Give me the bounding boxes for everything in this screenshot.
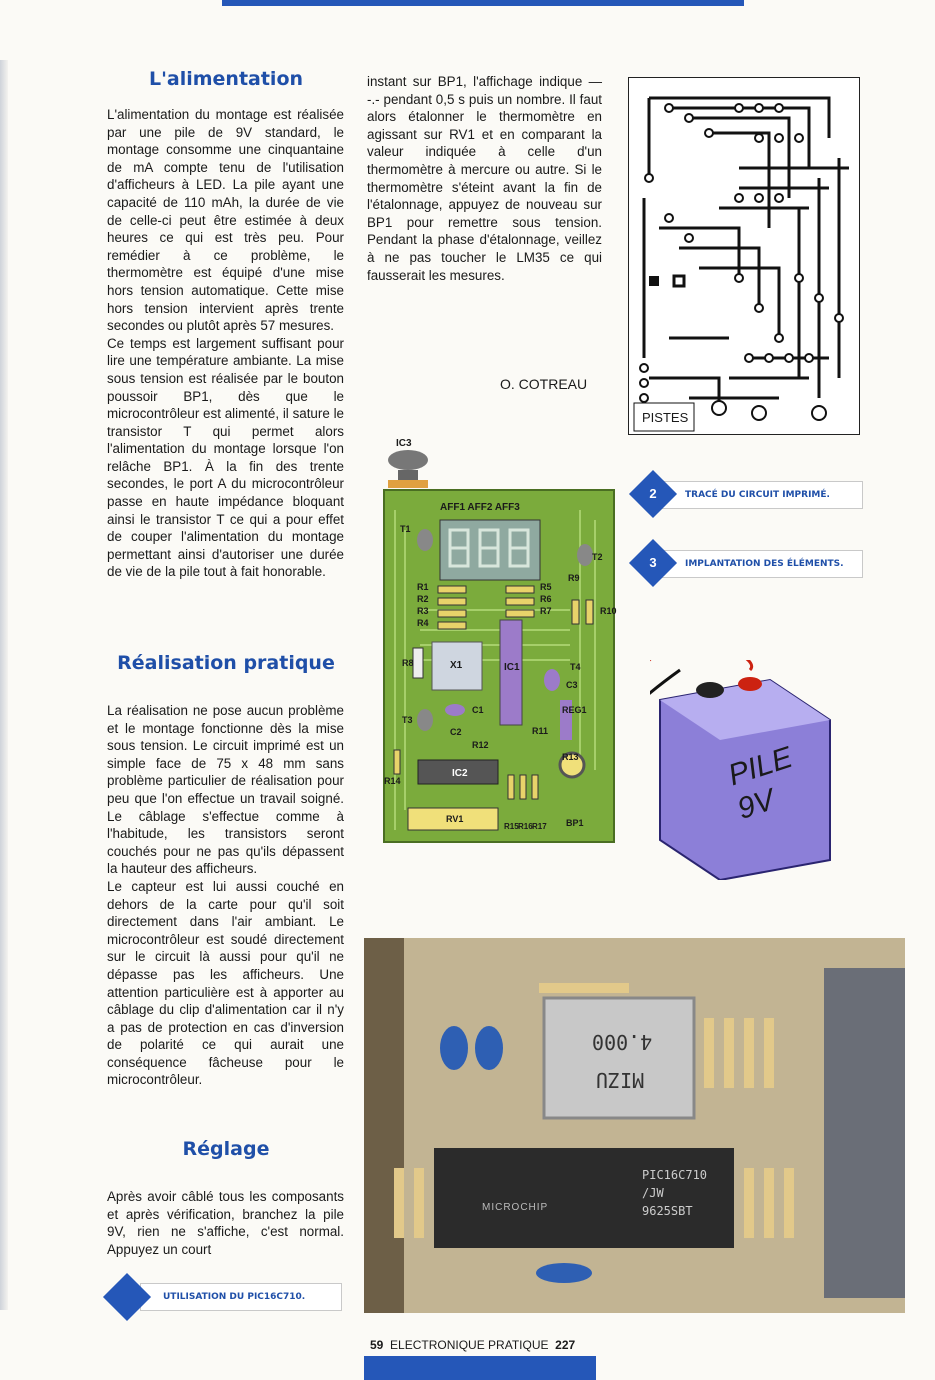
circuit-photo-drawing [364,938,905,1313]
text-column-1b [107,702,344,1089]
figure-3-caption-box [658,550,863,578]
label-ic3: IC3 [396,438,412,449]
label-ic2: IC2 [452,768,468,779]
label-r13: R13 [562,752,579,762]
label-r17: R17 [532,822,547,831]
page-number-left: 59 [370,1338,384,1352]
chip-date-code: 9625SBT [642,1204,693,1218]
label-r16: R16 [518,822,533,831]
label-r4: R4 [417,618,429,628]
label-t2: T2 [592,552,603,562]
chip-brand: MICROCHIP [482,1202,549,1213]
figure-1-caption: UTILISATION DU PIC16C710. [163,1292,306,1302]
label-r5: R5 [540,582,552,592]
pcb-trace-drawing [629,78,859,434]
label-r9: R9 [568,573,580,583]
label-r12: R12 [472,740,489,750]
label-r15: R15 [504,822,519,831]
heading-reglage: Réglage [182,1138,270,1160]
text-column-1c [107,1188,344,1258]
label-bp1: BP1 [566,818,584,828]
heading-realisation: Réalisation pratique [117,652,335,674]
figure-2-number: 2 [649,486,657,501]
label-rv1: RV1 [446,814,464,824]
figure-2-caption: TRACÉ DU CIRCUIT IMPRIMÉ. [685,490,830,500]
heading-alimentation: L'alimentation [148,68,304,90]
paragraph: Ce temps est largement suffisant pour lire une température ambiante. La mise sous tension est réalisée par le bouton poussoir BP1, dès que le microcontrôleur est alimenté, il sature le transistor T qui permet alors l'alimentation du montage lorsque l'on relâche BP1. À la fin des trente secondes, le port A du microcontrôleur passe en haute impédance bloquant ainsi le transistor T ce qui a pour effet de couper l'alimentation du montage permettant ainsi d'autoriser une durée de vie de la pile tout à fait honorable. [107,335,344,580]
label-r3: R3 [417,606,429,616]
text-column-2 [367,73,602,284]
label-t1: T1 [400,524,411,534]
label-x1: X1 [450,660,463,671]
magazine-name: ELECTRONIQUE PRATIQUE [390,1338,549,1352]
page-edge-shadow [0,60,8,1310]
label-r7: R7 [540,606,552,616]
diamond-marker [103,1273,151,1321]
pcb-trace-figure [628,77,860,435]
label-t4: T4 [570,662,581,672]
component-layout-drawing [380,430,620,845]
label-r2: R2 [417,594,429,604]
label-afficheurs: AFF1 AFF2 AFF3 [440,502,520,513]
paragraph: Après avoir câblé tous les composants et après vérification, branchez la pile 9V, rien ne s'affiche, c'est normal. Appuyez un court [107,1189,344,1257]
label-r10: R10 [600,606,617,616]
paragraph: Le capteur est lui aussi couché en dehors de la carte pour qu'il soit directement dans l'air ambiant. Le microcontrôleur est soudé directement sur le circuit là aussi pour qu'il ne dépasse pas les afficheurs. Une attention particulière est à apporter au câblage du clip d'alimentation car il n'y a pas de protection en cas d'inversion de polarité ce qui aurait une conséquence fâcheuse pour le microcontrôleur. [107,878,344,1088]
crystal-frequency: 4.000 [592,1030,653,1054]
chip-variant: /JW [642,1186,664,1200]
label-c2: C2 [450,727,462,737]
label-c1: C1 [472,705,484,715]
label-reg1: REG1 [562,705,587,715]
label-r14: R14 [384,776,401,786]
text-column-1 [107,106,344,581]
label-r11: R11 [532,726,549,736]
label-r1: R1 [417,582,429,592]
pcb-label: PISTES [642,410,689,425]
battery-figure [650,660,840,880]
author-signature: O. COTREAU [500,376,588,392]
paragraph: instant sur BP1, l'affichage indique — -.- pendant 0,5 s puis un nombre. Il faut alors étalonner le thermomètre en agissant sur RV1 et en comparant la valeur indiquée à celle d'un thermomètre à mercure ou autre. Si le thermomètre s'éteint avant la fin de l'étalonnage, appuyez de nouveau sur BP1 pour remettre sous tension. Pendant la phase d'étalonnage, veillez à ne pas toucher le LM35 ce qui fausserait les mesures. [367,74,602,283]
chip-model: PIC16C710 [642,1168,708,1182]
battery-label-pile: PILE [724,740,797,793]
paragraph: La réalisation ne pose aucun problème et le montage fonctionne dès la mise sous tension. Le circuit imprimé est un simple face de 75 x 48 mm sans problème particulier de réalisation pour peu que l'on effectue un travail soigné. Le câblage s'effectue comme à l'habitude, les transistors seront couchés pour ne pas qu'ils dépassent la hauteur des afficheurs. [107,703,344,877]
top-color-bar [222,0,744,6]
component-layout-figure [380,430,620,845]
figure-3-number: 3 [649,555,657,570]
battery-label-9v: 9V [733,783,779,826]
page-number-right: 227 [555,1338,576,1352]
label-r8: R8 [402,658,414,668]
figure-2-caption-box [658,481,863,509]
crystal-brand: MIZU [596,1068,645,1092]
label-c3: C3 [566,680,578,690]
circuit-photo [364,938,905,1313]
paragraph: L'alimentation du montage est réalisée par une pile de 9V standard, le montage consomme une cinquantaine de mA compte tenu de l'utilisation d'afficheurs à LED. La pile ayant une capacité de 110 mAh, la durée de vie de celle-ci peut être estimée à deux heures ce qui est très peu. Pour remédier à ce problème, le thermomètre est équipé d'une mise hors tension automatique. Cette mise hors tension intervient après trente secondes ou plutôt après 57 mesures. [107,107,344,334]
label-t3: T3 [402,715,413,725]
page-footer [370,1338,575,1352]
label-ic1: IC1 [504,662,520,673]
bottom-color-bar [364,1356,596,1380]
figure-1-caption-box [140,1283,342,1311]
label-r6: R6 [540,594,552,604]
figure-3-caption: IMPLANTATION DES ÉLÉMENTS. [685,559,844,569]
